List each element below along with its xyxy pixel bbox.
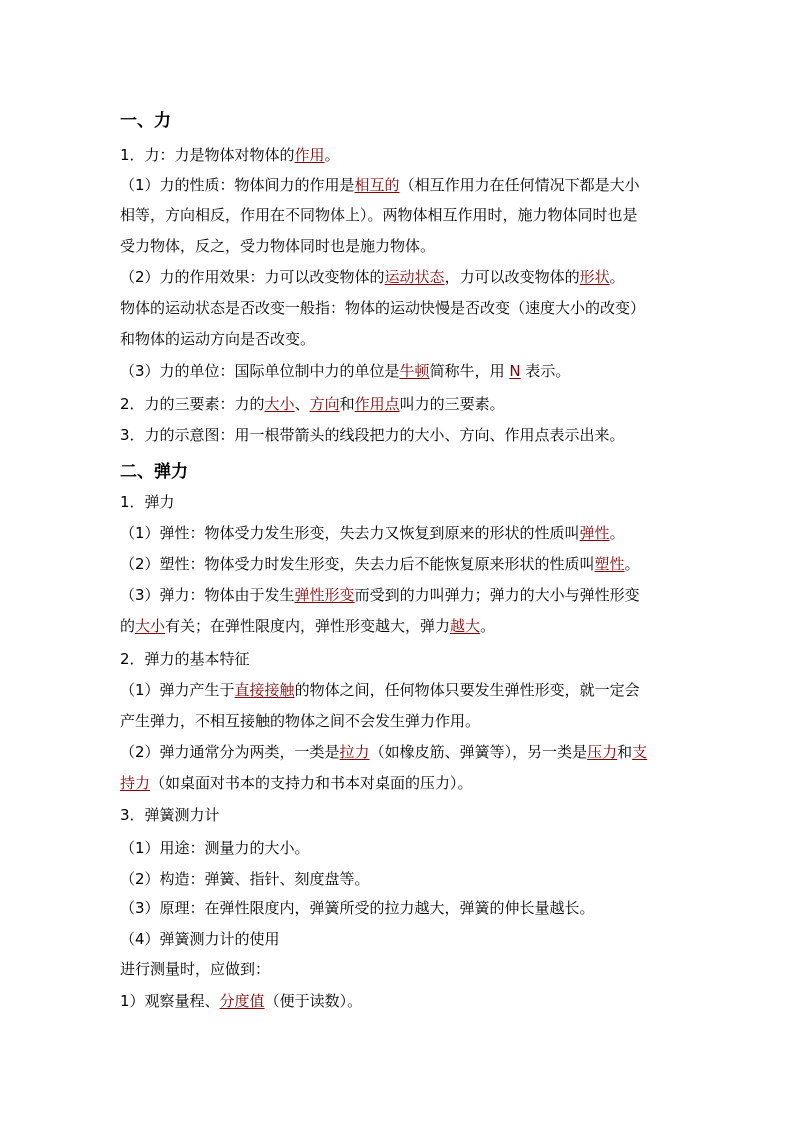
text-line [120,554,690,574]
text-run: 1）观察量程、 [120,992,220,1010]
text-line [120,267,690,287]
text-line [120,205,690,225]
text-line [120,869,690,889]
text-run: 二、弹力 [120,462,188,482]
text-run: 一、力 [120,111,171,131]
text-run: 3．力的示意图：用一根带箭头的线段把力的大小、方向、作用点表示出来。 [120,426,625,444]
text-run: 和 [617,743,633,761]
text-run: 产生弹力，不相互接触的物体之间不会发生弹力作用。 [120,712,481,730]
underlined-term: 大小 [135,617,166,635]
text-run: 。 [624,555,640,573]
text-run: 受力物体，反之，受力物体同时也是施力物体。 [120,237,436,255]
text-run: （2）力的作用效果：力可以改变物体的 [120,268,385,286]
text-line [120,805,690,825]
text-line [120,425,690,445]
text-run: （4）弹簧测力计的使用 [120,930,280,948]
text-run: 1．力：力是物体对物体的 [120,146,295,164]
text-line [120,742,690,762]
text-line [120,329,690,349]
underlined-term: 弹性形变 [294,586,355,604]
text-run: 而受到的力叫弹力；弹力的大小与弹性形变 [354,586,640,604]
text-run: 。 [480,617,496,635]
text-line [120,616,690,636]
text-run: （3）原理：在弹性限度内，弹簧所受的拉力越大，弹簧的伸长量越长。 [120,899,595,917]
text-line [120,680,690,700]
text-run: 简称牛，用 [429,362,510,380]
underlined-term: 越大 [450,617,481,635]
text-run: （如橡皮筋、弹簧等），另一类是 [369,743,588,761]
text-run: （2）构造：弹簧、指针、刻度盘等。 [120,870,370,888]
text-line [120,898,690,918]
text-line [120,585,690,605]
underlined-term: 分度值 [219,992,265,1010]
text-line [120,361,690,381]
underlined-term: 相互的 [354,176,400,194]
underlined-term: 方向 [309,395,340,413]
text-run: （1）弹力产生于 [120,681,235,699]
text-line [120,175,690,195]
text-run: 表示。 [520,362,571,380]
underlined-term: N [509,362,521,380]
text-run: 叫力的三要素。 [399,395,505,413]
underlined-term: 拉力 [339,743,370,761]
text-line [120,929,690,949]
text-run: ，力可以改变物体的 [444,268,580,286]
text-run: 进行测量时，应做到： [120,960,271,978]
text-run: 的 [120,617,136,635]
text-run: 。 [609,268,625,286]
text-run: 。 [324,146,340,164]
text-line [120,145,690,165]
text-line [120,492,690,512]
underlined-term: 运动状态 [384,268,445,286]
underlined-term: 塑性 [594,555,625,573]
underlined-term: 作用 [294,146,325,164]
text-run: （3）力的单位：国际单位制中力的单位是 [120,362,400,380]
heading-2 [120,461,690,483]
text-run: 2．力的三要素：力的 [120,395,265,413]
text-line [120,773,690,793]
heading-1 [120,110,690,132]
text-run: 。 [609,524,625,542]
text-line [120,236,690,256]
text-run: （1）力的性质：物体间力的作用是 [120,176,355,194]
text-run: （1）用途：测量力的大小。 [120,839,310,857]
text-line [120,649,690,669]
text-run: 的物体之间，任何物体只要发生弹性形变，就一定会 [294,681,640,699]
text-run: （便于读数）。 [264,992,363,1010]
text-run: （2）弹力通常分为两类，一类是 [120,743,340,761]
text-run: 相等，方向相反，作用在不同物体上）。两物体相互作用时，施力物体同时也是 [120,206,638,224]
underlined-term: 作用点 [354,395,400,413]
text-line [120,298,690,318]
text-run: 和 [339,395,355,413]
text-run: 和物体的运动方向是否改变。 [120,330,316,348]
underlined-term: 大小 [264,395,295,413]
text-run: 3．弹簧测力计 [120,806,220,824]
underlined-term: 形状 [579,268,610,286]
text-run: 有关；在弹性限度内，弹性形变越大，弹力 [165,617,451,635]
underlined-term: 压力 [587,743,618,761]
underlined-term: 弹性 [579,524,610,542]
underlined-term: 支 [632,743,648,761]
text-line [120,991,690,1011]
text-run: （3）弹力：物体由于发生 [120,586,295,604]
underlined-term: 牛顿 [399,362,430,380]
underlined-term: 直接接触 [234,681,295,699]
text-line [120,394,690,414]
text-run: 1．弹力 [120,493,175,511]
underlined-term: 持力 [120,774,151,792]
text-line [120,959,690,979]
text-run: （1）弹性：物体受力发生形变，失去力又恢复到原来的形状的性质叫 [120,524,580,542]
text-run: （2）塑性：物体受力时发生形变，失去力后不能恢复原来形状的性质叫 [120,555,595,573]
text-run: 、 [294,395,310,413]
text-line [120,838,690,858]
text-run: （相互作用力在任何情况下都是大小 [399,176,640,194]
text-run: 2．弹力的基本特征 [120,650,250,668]
text-run: （如桌面对书本的支持力和书本对桌面的压力）。 [150,774,473,792]
text-line [120,523,690,543]
text-line [120,711,690,731]
text-run: 物体的运动状态是否改变一般指：物体的运动快慢是否改变（速度大小的改变） [120,299,646,317]
